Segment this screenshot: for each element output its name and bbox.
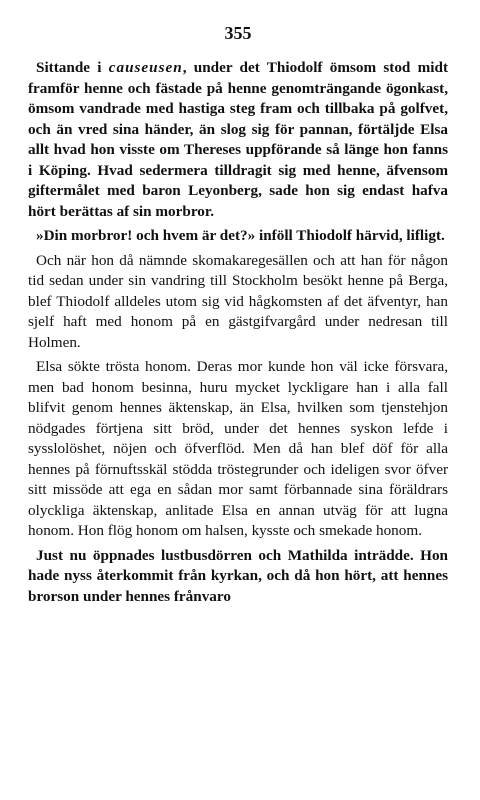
- paragraph-1-rest: , under det Thiodolf ömsom stod midt framför henne och fästade på henne genomträngande ögonkast, ömsom vandrade med hastiga steg fram och tillbaka på golfvet, och än vred sina händer, än slog sig för pannan, förtäljde Elsa allt hvad hon visste om Thereses uppförande så länge hon fanns i Köping. Hvad sedermera tilldragit sig med henne, äfvensom giftermålet med baron Leyonberg, sade hon sig endast hafva hört berättas af sin morbror.: [28, 59, 449, 220]
- book-page: [28, 22, 448, 611]
- paragraph-3: Och när hon då nämnde skomakaregesällen och att han för någon tid sedan under sin vandring till Stockholm besökt henne på Berga, blef Thiodolf alldeles utom sig vid hågkomsten af det äfventyr, han sjelf haft med honom på en gästgifvargård under nedresan till Holmen.: [28, 251, 448, 351]
- paragraph-1-start: Sittande i: [36, 59, 109, 76]
- page-number: 355: [224, 23, 252, 43]
- paragraph-1: [28, 58, 448, 222]
- paragraph-5: Just nu öppnades lustbusdörren och Mathilda inträdde. Hon hade nyss återkommit från kyrkan, och då hon hört, att hennes brorson under hennes frånvaro: [28, 546, 448, 605]
- paragraph-2: »Din morbror! och hvem är det?» inföll Thiodolf härvid, lifligt.: [36, 227, 445, 244]
- paragraph-4: Elsa sökte trösta honom. Deras mor kunde hon väl icke försvara, men bad honom besinna, huru mycket lyckligare han i alla fall blifvit genom hennes äktenskap, än Elsa, hvilken som tjenstehjon nödgades förtjena sitt bröd, under det hennes syskon lefde i sysslolöshet, nöjen och öfverflöd. Men då han blef döf för alla hennes på förnuftsskäl stödda tröstegrunder och ideligen svor öfver sitt missöde att ega en sådan mor samt förbannade sina föräldrars olyckliga äktenskap, anlitade Elsa en annan utväg för att lugna honom. Hon flög honom om halsen, kysste och smekade honom.: [28, 358, 448, 539]
- paragraph-1-emphasis: causeusen: [108, 59, 183, 76]
